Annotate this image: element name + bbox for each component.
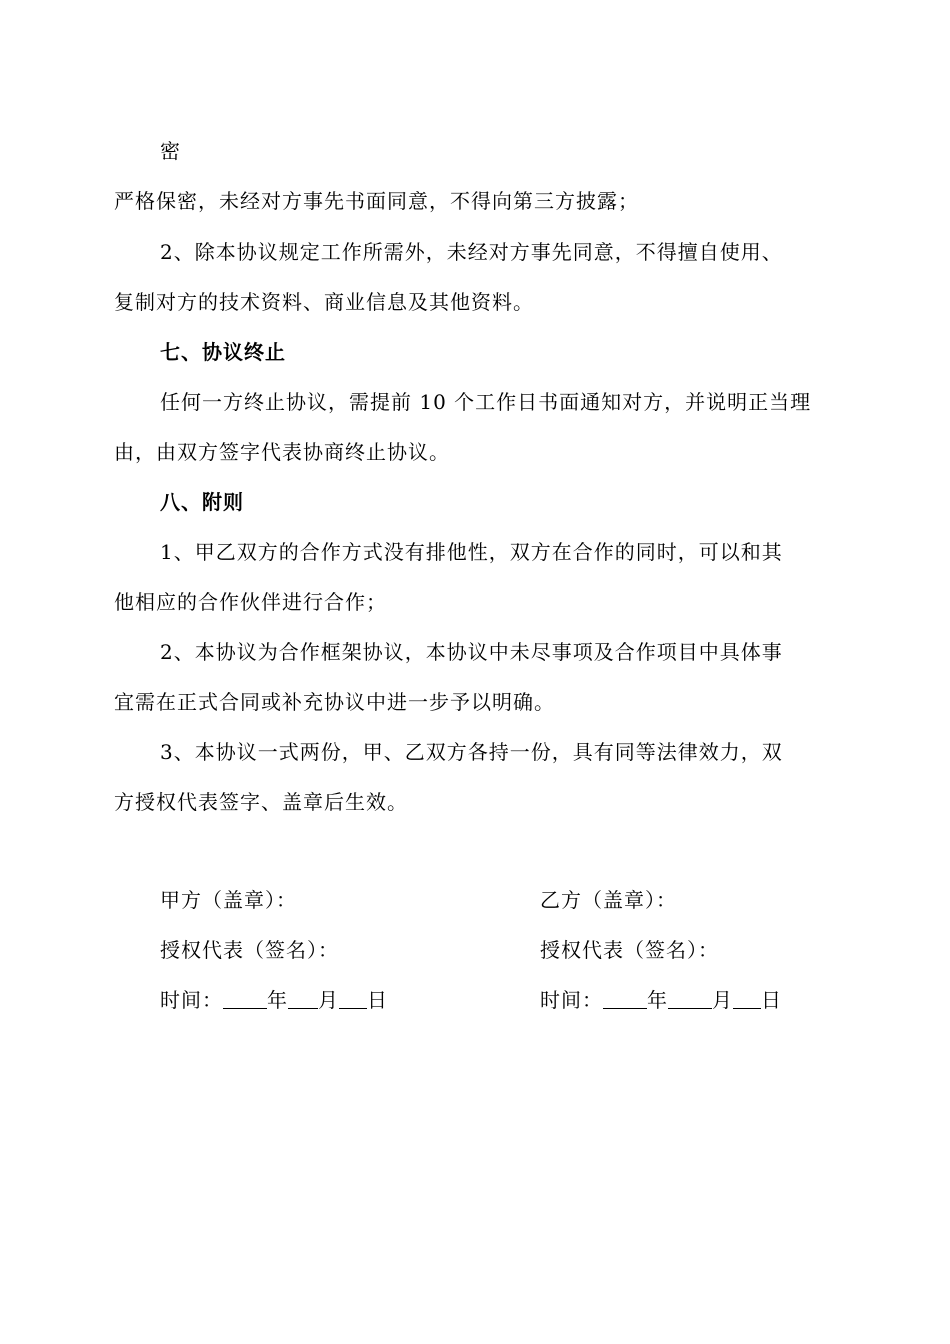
- party-b-representative-label: 授权代表（签名）：: [540, 938, 719, 962]
- text-line: 严格保密，未经对方事先书面同意，不得向第三方披露；: [114, 189, 639, 213]
- day-blank: [733, 988, 761, 1009]
- year-blank: [603, 988, 647, 1009]
- date-label: 时间：: [540, 988, 603, 1012]
- text-line: 3、本协议一式两份，甲、乙双方各持一份，具有同等法律效力，双: [160, 740, 783, 764]
- day-label: 日: [761, 988, 782, 1012]
- day-blank: [339, 988, 367, 1009]
- text-line: 2、除本协议规定工作所需外，未经对方事先同意，不得擅自使用、: [160, 240, 783, 264]
- text-line: 1、甲乙双方的合作方式没有排他性，双方在合作的同时，可以和其: [160, 540, 783, 564]
- day-label: 日: [367, 988, 388, 1012]
- text-line: 由，由双方签字代表协商终止协议。: [114, 440, 450, 464]
- month-blank: [668, 988, 712, 1009]
- text-line: 他相应的合作伙伴进行合作；: [114, 590, 387, 614]
- section-heading-appendix: 八、附则: [160, 490, 244, 514]
- text-line: 复制对方的技术资料、商业信息及其他资料。: [114, 290, 534, 314]
- month-blank: [288, 988, 318, 1009]
- text-line: 任何一方终止协议，需提前 10 个工作日书面通知对方，并说明正当理: [160, 390, 812, 414]
- party-a-date-line: [160, 987, 388, 1013]
- party-b-date-line: [540, 987, 782, 1013]
- month-label: 月: [712, 988, 733, 1012]
- party-b-seal-label: 乙方（盖章）：: [540, 888, 677, 912]
- text-line: 密: [160, 139, 181, 163]
- year-label: 年: [647, 988, 668, 1012]
- party-a-representative-label: 授权代表（签名）：: [160, 938, 339, 962]
- party-a-seal-label: 甲方（盖章）：: [160, 888, 297, 912]
- text-line: 2、本协议为合作框架协议，本协议中未尽事项及合作项目中具体事: [160, 640, 783, 664]
- month-label: 月: [318, 988, 339, 1012]
- text-line: 宜需在正式合同或补充协议中进一步予以明确。: [114, 690, 555, 714]
- text-line: 方授权代表签字、盖章后生效。: [114, 790, 408, 814]
- section-heading-termination: 七、协议终止: [160, 340, 286, 364]
- year-blank: [223, 988, 267, 1009]
- date-label: 时间：: [160, 988, 223, 1012]
- year-label: 年: [267, 988, 288, 1012]
